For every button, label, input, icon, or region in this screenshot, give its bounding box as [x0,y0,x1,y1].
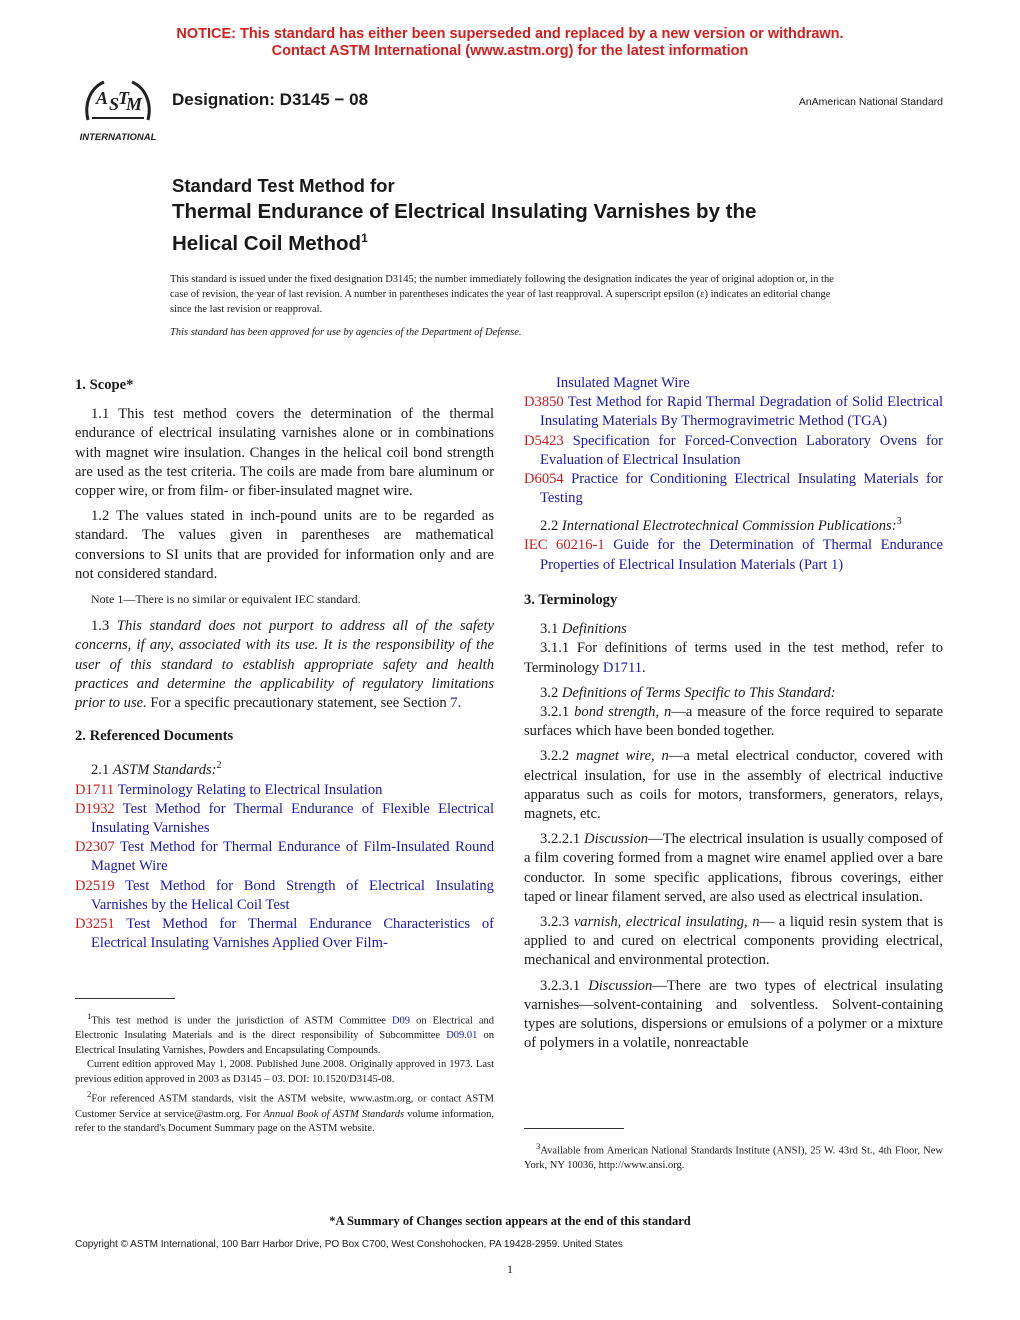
d1711-link[interactable]: D1711 [602,659,643,676]
left-footnotes [75,998,494,1137]
copyright: Copyright © ASTM International, 100 Barr Harbor Drive, PO Box C700, West Conshohocken, PA 19428-2959. United States [75,1239,623,1250]
para-3-2-2-1: 3.2.2.1 Discussion—The electrical insulation is usually composed of a film covering formed from a magnet wire enamel applied over a bare conductor. In some specific applications, fibrous coverings, either taped or linear filament served, are also used as electrical insulation. [524,831,944,905]
para-3-2: 3.2 Definitions of Terms Specific to This Standard: [540,684,836,701]
note-1: Note 1—There is no similar or equivalent IEC standard. [91,592,361,607]
title-line-3: Helical Coil Method [172,231,362,255]
svg-text:T: T [118,88,129,108]
ref-d3850[interactable]: D3850 Test Method for Rapid Thermal Degradation of Solid Electrical Insulating Materials By Thermogravimetric Method (TGA) [524,394,944,430]
committee-d09-link[interactable]: D09 [391,1015,411,1027]
ref-d1711[interactable]: D1711 Terminology Relating to Electrical Insulation [75,781,383,798]
footnote-1-edition: Current edition approved May 1, 2008. Published June 2008. Originally approved in 1973. Last previous edition approved in 2003 as D3145 – 03. DOI: 10.1520/D3145-08. [75,1059,494,1085]
title-line-1: Standard Test Method for [172,175,395,196]
para-1-3: 1.3 This standard does not purport to address all of the safety concerns, if any, associated with its use. It is the responsibility of the user of this standard to establish appropriate safety and health practices and determine the applicability of regulatory limitations prior to use. For a specific precautionary statement, see Section 7. [75,618,494,712]
svg-text:A: A [96,88,109,108]
svg-text:S: S [109,94,120,114]
svg-text:M: M [126,94,143,114]
ref-d6054[interactable]: D6054 Practice for Conditioning Electrical Insulating Materials for Testing [524,471,943,507]
astm-logo [74,74,162,146]
ref-d3251-continued[interactable]: Insulated Magnet Wire [556,375,690,391]
summary-of-changes-note: *A Summary of Changes section appears at the end of this standard [329,1214,691,1228]
intro-block [170,272,850,340]
notice-line-1: NOTICE: This standard has either been superseded and replaced by a new version or withdrawn. [176,26,844,42]
footnote-2: $^2$For referenced ASTM standards, visit the ASTM website, www.astm.org, or contact ASTM Customer Service at service@astm.org. For Annual Book of ASTM Standards volume information, refer to the standard's Document Summary page on the ASTM website. [75,1089,494,1135]
notice-banner [0,26,1020,60]
para-3-2-3: 3.2.3 varnish, electrical insulating, n— a liquid resin system that is applied to and cured on electrical components providing electrical, mechanical and environmental protection. [524,913,943,969]
footnote-1: $^1$This test method is under the jurisdiction of ASTM Committee D09 on Electrical and Electronic Insulating Materials and is the direct responsibility of Subcommittee D09.01 on Electrical Insulating Varnishes, Powders and Encapsulating Compounds. [75,1011,495,1056]
para-3-2-1: 3.2.1 bond strength, n—a measure of the force required to separate surfaces which have been bonded together. [524,703,943,740]
para-1-1: 1.1 This test method covers the determination of the thermal endurance of electrical insulating varnishes alone or in combinations with magnet wire insulation. Changes in the helical coil bond strength are used as the test criteria. The coils are made from bare aluminum or copper wire, or from film- or fiber-insulated magnet wire. [75,406,494,500]
title-line-2: Thermal Endurance of Electrical Insulating Varnishes by the [172,200,757,223]
para-1-2: 1.2 The values stated in inch-pound units are to be regarded as standard. The values given in parentheses are mathematical conversions to SI units that are provided for information only and are not considered standard. [75,508,494,582]
notice-line-2: Contact ASTM International (www.astm.org) for the latest information [271,43,749,59]
referenced-documents-heading: 2. Referenced Documents [75,728,234,745]
american-national-standard: AnAmerican National Standard [798,96,943,108]
right-footnotes [524,1128,943,1174]
terminology-heading: 3. Terminology [524,591,618,608]
footnote-rule-right [524,1128,624,1129]
section-7-link[interactable]: 7 [450,695,458,712]
para-3-1: 3.1 Definitions [540,621,627,638]
ref-d2307[interactable]: D2307 Test Method for Thermal Endurance of Film-Insulated Round Magnet Wire [75,839,494,875]
ref-d5423[interactable]: D5423 Specification for Forced-Convection Laboratory Ovens for Evaluation of Electrical Insulation [524,432,943,468]
subcommittee-d0901-link[interactable]: D09.01 [446,1030,478,1042]
ref-d2519[interactable]: D2519 Test Method for Bond Strength of Electrical Insulating Varnishes by the Helical Coil Test [75,877,494,913]
footnote-rule [75,998,175,999]
footnote-3: $^3$Available from American National Standards Institute (ANSI), 25 W. 43rd St., 4th Floor, New York, NY 10036, http://www.ansi.org. [524,1141,943,1172]
logo-text: INTERNATIONAL [79,132,157,143]
title-footnote-mark: 1 [361,231,368,245]
dod-approval: This standard has been approved for use by agencies of the Department of Defense. [170,327,522,338]
para-3-2-2: 3.2.2 magnet wire, n—a metal electrical conductor, covered with electrical insulation, for use in the assembly of electrical inductive apparatus such as coils for motors, transformers, generators, relays, magnets, etc. [524,748,943,822]
designation: Designation: D3145 − 08 [172,90,369,109]
astm-standards-label: 2.1 ASTM Standards:$^2$ [91,760,222,779]
scope-heading: 1. Scope* [75,377,134,393]
document-title [172,174,892,257]
intro-text: This standard is issued under the fixed designation D3145; the number immediately following the designation indicates the year of original adoption or, in the case of revision, the year of last revision. A number in parentheses indicates the year of last reapproval. A superscript epsilon (ε) indicates an editorial change since the last revision or reapproval. [170,274,834,315]
ref-d3251[interactable]: D3251 Test Method for Thermal Endurance Characteristics of Electrical Insulating Varnishes Applied Over Film- [75,915,494,952]
ref-d1932[interactable]: D1932 Test Method for Thermal Endurance of Flexible Electrical Insulating Varnishes [75,800,494,836]
iec-label: 2.2 International Electrotechnical Commission Publications:$^3$ [540,516,902,535]
para-3-2-3-1: 3.2.3.1 Discussion—There are two types of electrical insulating varnishes—solvent-containing and solventless. Solvent-containing types are solutions, dispersions or emulsions of a polymer or a mixture of polymers in a volatile, nonreactable [524,977,943,1052]
right-column [524,374,943,1059]
ref-iec-60216-1[interactable]: IEC 60216-1 Guide for the Determination of Thermal Endurance Properties of Electrical Insulation Materials (Part 1) [524,537,943,573]
para-3-1-1: 3.1.1 For definitions of terms used in the test method, refer to Terminology D1711. [524,640,943,676]
page-number: 1 [507,1262,513,1276]
left-column [75,372,494,953]
